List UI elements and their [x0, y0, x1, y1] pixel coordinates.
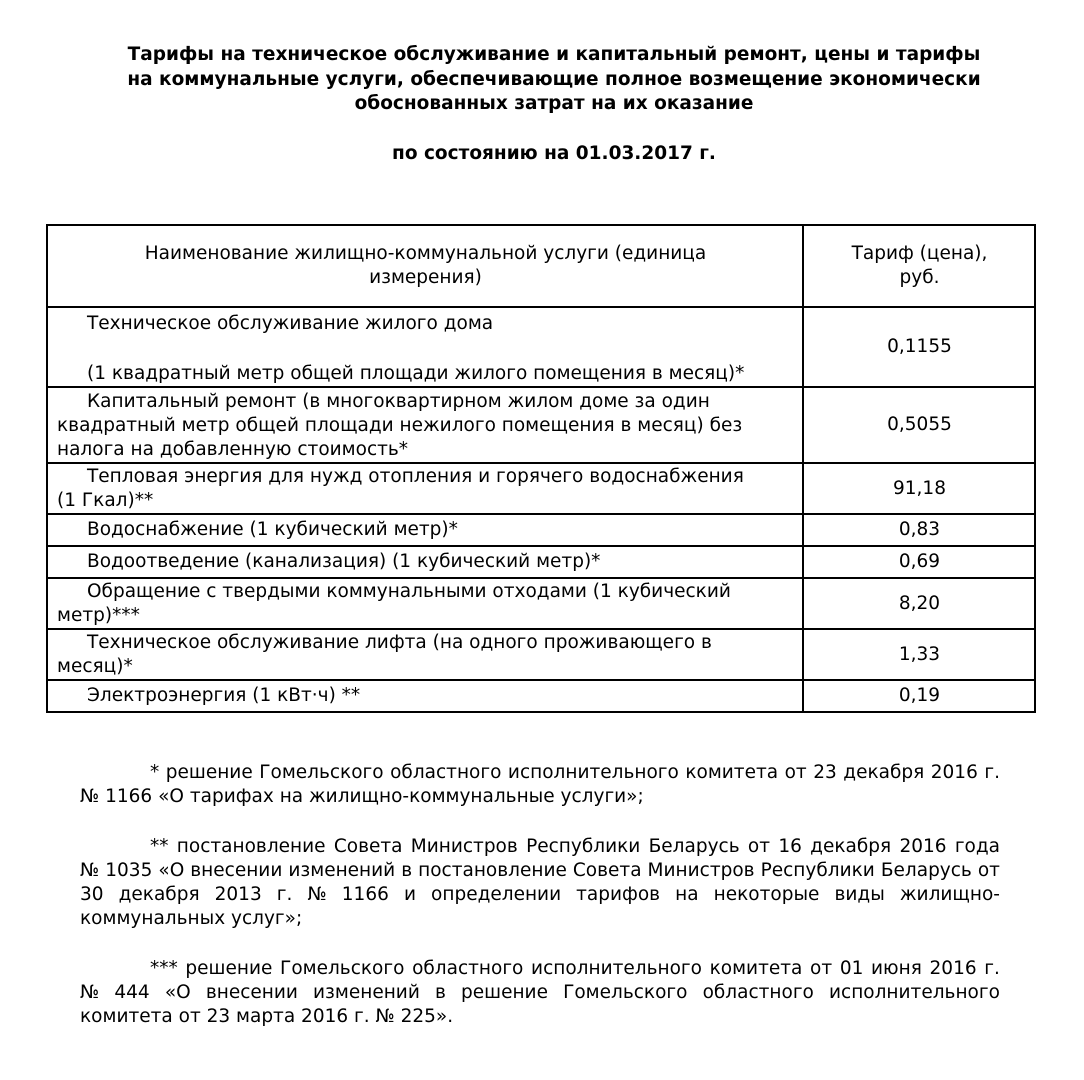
service-name: Техническое обслуживание лифта (на одного проживающего в месяц)* [47, 629, 803, 680]
service-name: Капитальный ремонт (в многоквартирном жилом доме за один квадратный метр общей площади нежилого помещения в месяц) без налога на добавленную стоимость* [47, 387, 803, 463]
service-name: Водоотведение (канализация) (1 кубический метр)* [47, 546, 803, 578]
table-row [47, 546, 1035, 578]
tariff-value: 91,18 [803, 463, 1035, 514]
service-name: Электроэнергия (1 кВт·ч) ** [47, 680, 803, 712]
table-row [47, 463, 1035, 514]
service-name: Техническое обслуживание жилого дома (1 квадратный метр общей площади жилого помещения в месяц)* [47, 307, 803, 387]
table-row [47, 514, 1035, 546]
title-line-1: Тарифы на техническое обслуживание и капитальный ремонт, цены и тарифы [127, 44, 981, 65]
tariff-value: 0,19 [803, 680, 1035, 712]
document-date: по состоянию на 01.03.2017 г. [392, 143, 716, 164]
tariff-value: 0,83 [803, 514, 1035, 546]
footnote-3: *** решение Гомельского областного исполнительного комитета от 01 июня 2016 г. № 444 «О внесении изменений в решение Гомельского областного исполнительного комитета от 23 марта 2016 г. № 225». [80, 958, 1000, 1027]
header-service-name: Наименование жилищно-коммунальной услуги (единица измерения) [47, 225, 803, 307]
document-title [60, 43, 1048, 117]
table-row [47, 578, 1035, 629]
title-line-3: обоснованных затрат на их оказание [354, 93, 754, 114]
service-name: Тепловая энергия для нужд отопления и горячего водоснабжения (1 Гкал)** [47, 463, 803, 514]
tariff-value: 0,69 [803, 546, 1035, 578]
footnote-2: ** постановление Совета Министров Республики Беларусь от 16 декабря 2016 года № 1035 «О внесении изменений в постановление Совета Министров Республики Беларусь от 30 декабря 2013 г. № 1166 и определении тарифов на некоторые виды жилищно- коммунальных услуг»; [80, 836, 1000, 929]
tariff-value: 0,1155 [803, 307, 1035, 387]
table-row [47, 629, 1035, 680]
title-line-2: на коммунальные услуги, обеспечивающие полное возмещение экономически [127, 68, 981, 90]
footnote-1: * решение Гомельского областного исполнительного комитета от 23 декабря 2016 г. № 1166 «О тарифах на жилищно-коммунальные услуги»; [80, 762, 1000, 807]
tariff-value: 0,5055 [803, 387, 1035, 463]
header-tariff: Тариф (цена), руб. [803, 225, 1035, 307]
table-header-row [47, 225, 1035, 307]
table-row [47, 387, 1035, 463]
tariff-value: 8,20 [803, 578, 1035, 629]
table-row [47, 680, 1035, 712]
tariff-value: 1,33 [803, 629, 1035, 680]
service-name: Водоснабжение (1 кубический метр)* [47, 514, 803, 546]
table-row [47, 307, 1035, 387]
service-name: Обращение с твердыми коммунальными отходами (1 кубический метр)*** [47, 578, 803, 629]
tariffs-table [46, 224, 1036, 713]
